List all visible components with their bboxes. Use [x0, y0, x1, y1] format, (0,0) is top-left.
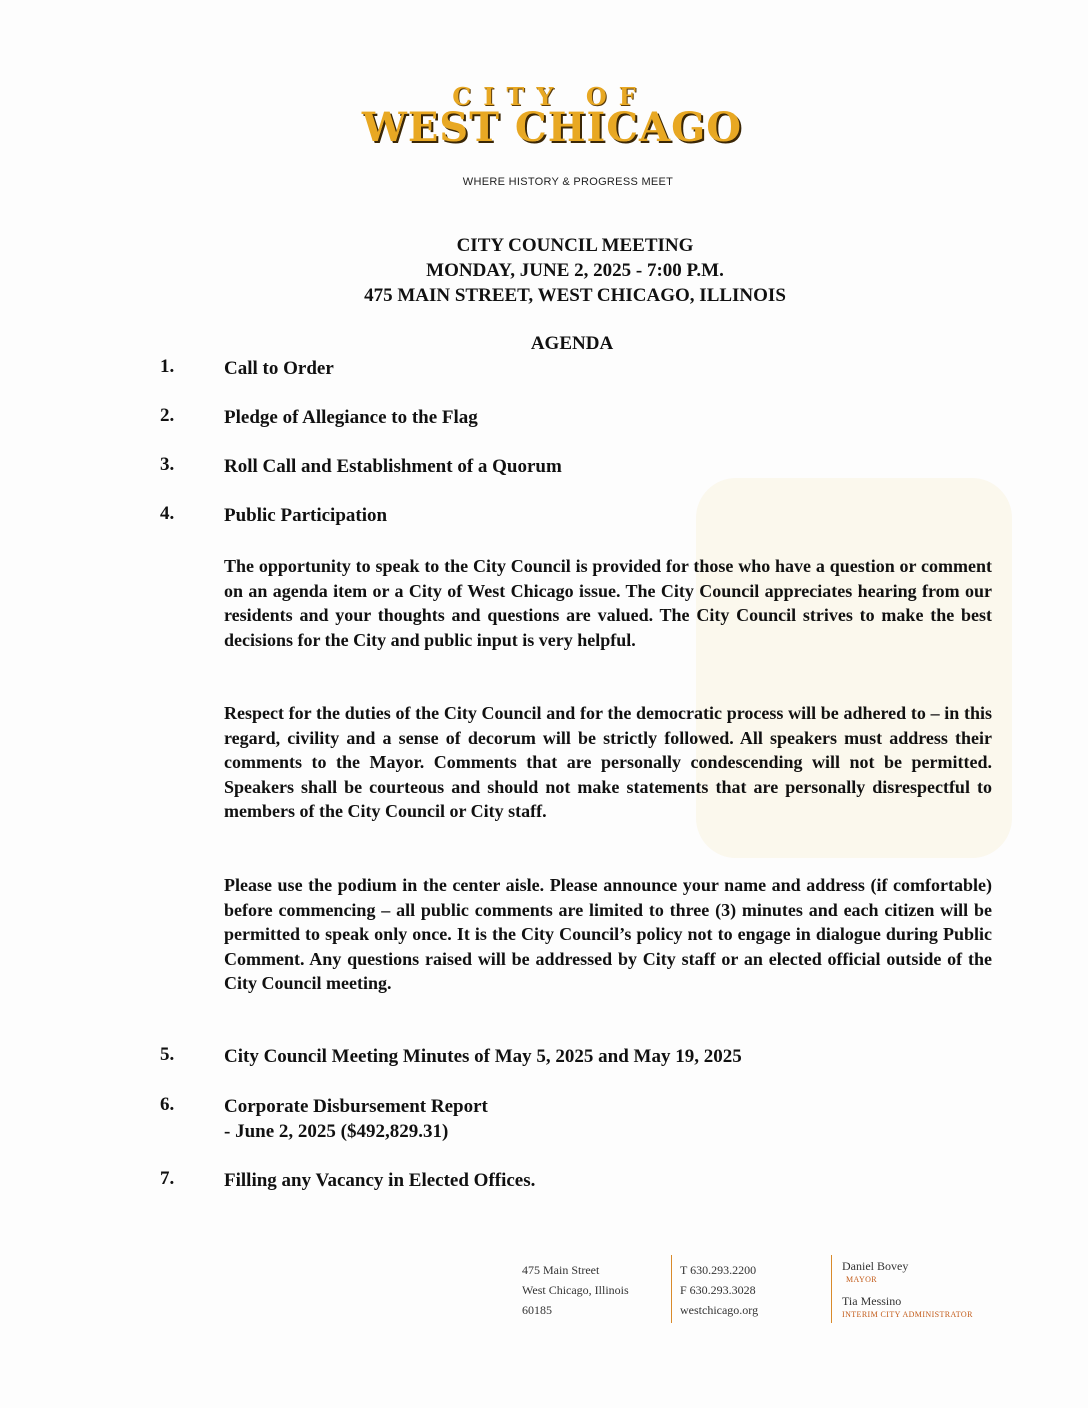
agenda-item-text: Roll Call and Establishment of a Quorum [224, 456, 562, 477]
agenda-item-subtext: - June 2, 2025 ($492,829.31) [224, 1121, 449, 1142]
footer-zip: 60185 [522, 1303, 552, 1317]
footer-address [522, 1260, 629, 1320]
footer-divider [831, 1255, 832, 1323]
logo-west-chicago: WEST CHICAGO [361, 104, 743, 151]
agenda-item-text: Call to Order [224, 358, 334, 379]
footer-street: 475 Main Street [522, 1263, 600, 1277]
footer-contact [680, 1260, 758, 1320]
footer-phone: T 630.293.2200 [680, 1263, 757, 1277]
footer-fax: F 630.293.3028 [680, 1283, 756, 1297]
logo-city-of: CITY OF [452, 82, 648, 111]
agenda-item-text: City Council Meeting Minutes of May 5, 2025 and May 19, 2025 [224, 1046, 742, 1067]
agenda-item-number: 2. [160, 405, 175, 426]
agenda-item-text: Pledge of Allegiance to the Flag [224, 407, 478, 428]
administrator-role: INTERIM CITY ADMINISTRATOR [842, 1310, 973, 1319]
administrator-name: Tia Messino [842, 1294, 902, 1308]
logo-tagline: WHERE HISTORY & PROGRESS MEET [462, 176, 674, 188]
mayor-role: MAYOR [846, 1275, 878, 1284]
meeting-header [0, 233, 1088, 308]
footer-city: West Chicago, Illinois [522, 1283, 629, 1297]
footer-divider [671, 1255, 672, 1323]
agenda-item-number: 3. [160, 454, 175, 475]
public-participation-paragraph: The opportunity to speak to the City Council is provided for those who have a question or comment on an agenda item or a City of West Chicago issue. The City Council appreciates hearing from our residents and your thoughts and questions are valued. The City Council strives to make the best decisions for the City and public input is very helpful. [224, 556, 992, 650]
agenda-item-text: Public Participation [224, 505, 388, 526]
agenda-item-text: Corporate Disbursement Report [224, 1096, 488, 1117]
meeting-location: 475 MAIN STREET, WEST CHICAGO, ILLINOIS [364, 285, 786, 306]
agenda-item-number: 4. [160, 503, 175, 524]
mayor-name: Daniel Bovey [842, 1259, 909, 1273]
agenda-title: AGENDA [530, 333, 614, 354]
footer-website: westchicago.org [680, 1303, 759, 1317]
agenda-item-number: 6. [160, 1094, 175, 1115]
meeting-date-time: MONDAY, JUNE 2, 2025 - 7:00 P.M. [426, 260, 724, 281]
agenda-item-number: 1. [160, 356, 175, 377]
agenda-item-number: 5. [160, 1044, 175, 1065]
meeting-title: CITY COUNCIL MEETING [456, 235, 694, 256]
footer-officials [842, 1260, 973, 1321]
public-participation-paragraph: Respect for the duties of the City Council and for the democratic process will be adhered to – in this regard, civility and a sense of decorum will be strictly followed. All speakers must address their comments to the Mayor. Comments that are personally condescending will not be permitted. Speakers shall be courteous and should not make statements that are personally disrespectful to members of the City Council or City staff. [224, 703, 992, 821]
public-participation-paragraph: Please use the podium in the center aisle. Please announce your name and address (if comfortable) before commencing – all public comments are limited to three (3) minutes and each citizen will be permitted to speak only once. It is the City Council’s policy not to engage in dialogue during Public Comment. Any questions raised will be addressed by City staff or an elected official outside of the City Council meeting. [224, 875, 992, 993]
agenda-item-text: Filling any Vacancy in Elected Offices. [224, 1170, 536, 1191]
agenda-item-number: 7. [160, 1168, 175, 1189]
